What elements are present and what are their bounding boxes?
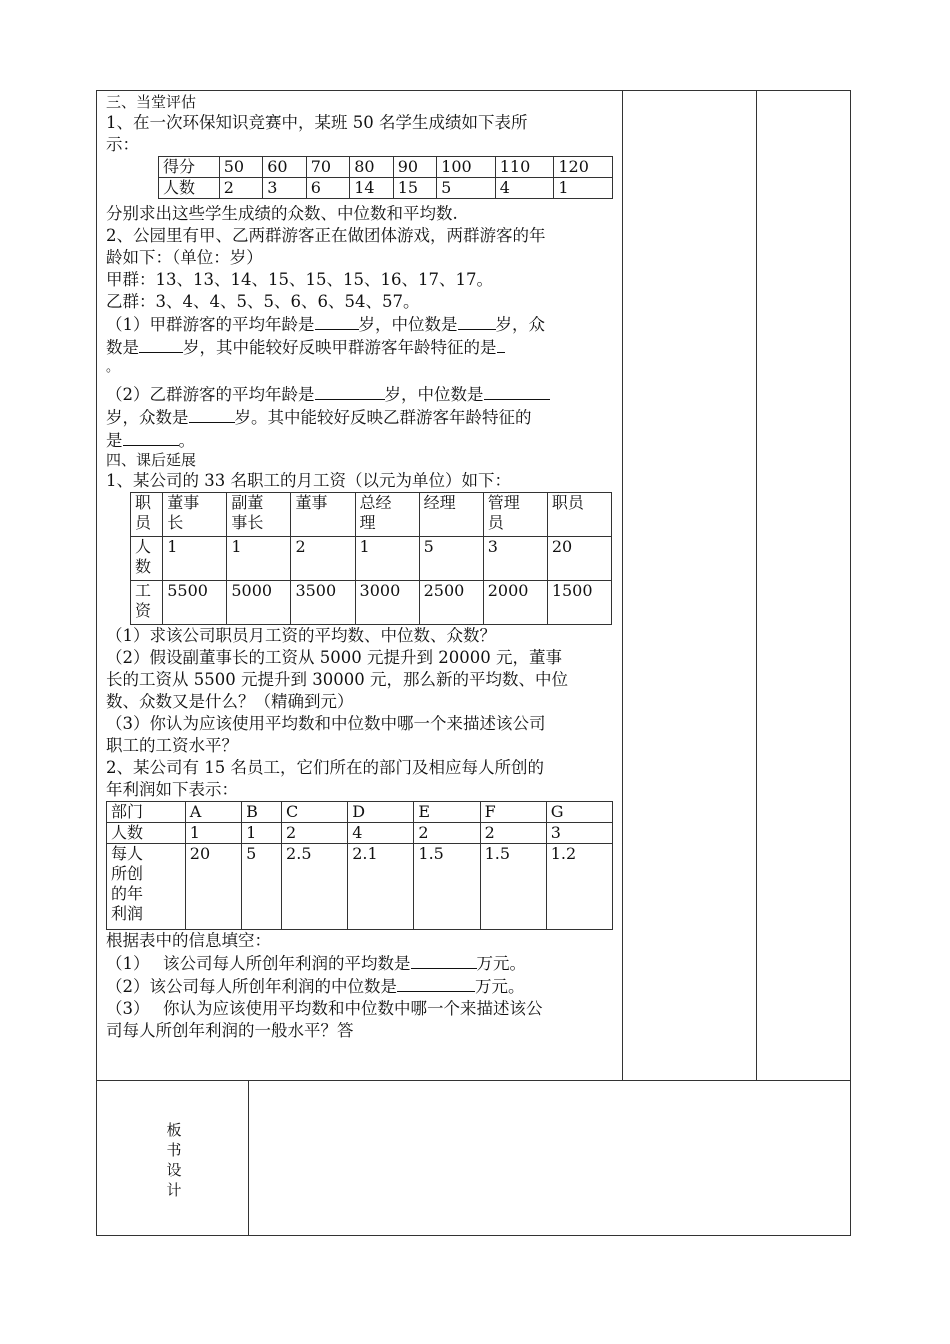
ext-q1-part2-line1: （2）假设副董事长的工资从 5000 元提升到 20000 元，董事 (106, 648, 562, 667)
count-cell: 4 (348, 823, 414, 844)
cell-text: 管理 (487, 493, 520, 512)
salary-row2-label (131, 581, 163, 625)
table-row (107, 844, 613, 930)
count-cell: 2 (414, 823, 480, 844)
cell-text: 员 (135, 513, 152, 532)
cell-text: 事长 (231, 513, 264, 532)
score-header: 90 (393, 157, 436, 178)
ext-q1-part3-line2: 职工的工资水平？ (106, 736, 238, 755)
cell-text: 长 (167, 513, 184, 532)
board-char: 书 (166, 1141, 182, 1159)
count-cell: 1 (242, 823, 282, 844)
profit-row2-label (107, 844, 186, 930)
cell-text: 董事 (167, 493, 200, 512)
q2-part1-line2 (106, 336, 616, 359)
cell-text: 利润 (111, 904, 144, 923)
count-cell: 1 (355, 537, 419, 581)
fill-line1 (106, 952, 616, 975)
q2-part1-blank-mean[interactable] (315, 313, 359, 330)
profit-cell: 5 (242, 844, 282, 930)
table-row (107, 823, 613, 844)
board-char: 计 (166, 1181, 182, 1199)
position-header (483, 493, 547, 537)
salary-row1-label (131, 537, 163, 581)
position-header (355, 493, 419, 537)
cell-text: 数 (135, 557, 152, 576)
score-count: 5 (437, 178, 496, 199)
count-cell: 1 (227, 537, 291, 581)
fill-2-text-a: （2）该公司每人所创年利润的中位数是 (106, 977, 397, 996)
department-header: B (242, 802, 282, 823)
score-header: 50 (219, 157, 262, 178)
ext-q2-line2: 年利润如下表示： (106, 780, 238, 799)
cell-text: 资 (135, 601, 152, 620)
table-row (131, 537, 612, 581)
count-cell: 20 (547, 537, 611, 581)
q2-part1-text-d: 数是 (106, 338, 139, 357)
q1-intro-line2: 示： (106, 135, 139, 154)
score-count: 14 (350, 178, 393, 199)
q2-part2-text-b: 岁，中位数是 (384, 385, 484, 404)
department-header: D (348, 802, 414, 823)
board-char: 设 (166, 1161, 182, 1179)
profit-header-label: 部门 (107, 802, 186, 823)
section3-heading: 三、当堂评估 (106, 93, 197, 111)
department-header: F (480, 802, 546, 823)
group-a: 甲群：13、13、14、15、15、15、16、17、17。 (106, 270, 493, 289)
count-cell: 2 (480, 823, 546, 844)
salary-cell: 5000 (227, 581, 291, 625)
fill-line2 (106, 975, 616, 998)
q2-part2-line2 (106, 406, 616, 429)
q2-part1-end: 。 (106, 360, 120, 375)
cell-text: 所创 (111, 864, 144, 883)
salary-cell: 5500 (163, 581, 227, 625)
profit-cell: 2.5 (282, 844, 348, 930)
cell-text: 员 (487, 513, 504, 532)
count-cell: 1 (163, 537, 227, 581)
q2-part1-text-c: 岁，众 (495, 315, 545, 334)
cell-text: 职 (135, 493, 152, 512)
profit-table (106, 801, 613, 930)
cell-text: 理 (359, 513, 376, 532)
q2-part2-line1 (106, 383, 616, 406)
score-count: 2 (219, 178, 262, 199)
salary-table (130, 492, 612, 625)
q2-part2-text-d: 岁。其中能较好反映乙群游客年龄特征的 (234, 408, 532, 427)
department-header: C (282, 802, 348, 823)
cell-text: 总经 (359, 493, 392, 512)
table-row (159, 178, 613, 199)
fill-1-text-b: 万元。 (476, 954, 526, 973)
ext-q1-part1: （1）求该公司职员月工资的平均数、中位数、众数？ (106, 626, 496, 645)
q2-line2: 龄如下：（单位：岁） (106, 248, 263, 267)
fill-1-text-a: （1） 该公司每人所创年利润的平均数是 (106, 954, 411, 973)
position-header (163, 493, 227, 537)
count-cell: 5 (419, 537, 483, 581)
department-header: A (185, 802, 241, 823)
table-row (159, 157, 613, 178)
position-header (419, 493, 483, 537)
table-row (131, 581, 612, 625)
position-header (227, 493, 291, 537)
column-divider-1 (622, 90, 623, 1081)
lesson-content (106, 92, 616, 1042)
cell-text: 副董 (231, 493, 264, 512)
count-cell: 1 (185, 823, 241, 844)
q2-part1-text-e: 岁，其中能较好反映甲群游客年龄特征的是 (183, 338, 497, 357)
ext-q2-line1: 2、某公司有 15 名员工，它们所在的部门及相应每人所创的 (106, 758, 544, 777)
salary-cell: 1500 (547, 581, 611, 625)
score-header: 100 (437, 157, 496, 178)
score-count: 3 (263, 178, 306, 199)
q2-part1-text-b: 岁，中位数是 (358, 315, 458, 334)
ext-q1-intro: 1、某公司的 33 名职工的月工资（以元为单位）如下： (106, 471, 511, 490)
section4-heading: 四、课后延展 (106, 451, 197, 469)
fill-intro: 根据表中的信息填空： (106, 931, 271, 950)
cell-text: 每人 (111, 844, 144, 863)
profit-cell: 20 (185, 844, 241, 930)
salary-cell: 3000 (355, 581, 419, 625)
count-cell: 3 (546, 823, 612, 844)
q1-task: 分别求出这些学生成绩的众数、中位数和平均数. (106, 204, 458, 223)
cell-text: 工 (135, 581, 152, 600)
ext-q1-part2-line3: 数、众数又是什么？（精确到元） (106, 692, 354, 711)
profit-row1-label: 人数 (107, 823, 186, 844)
position-header (547, 493, 611, 537)
score-count: 6 (306, 178, 349, 199)
q2-part2-blank-answer[interactable] (123, 429, 179, 446)
q2-part2-blank-mode[interactable] (189, 406, 235, 423)
cell-text: 的年 (111, 884, 144, 903)
q2-part2-text-e: 是 (106, 431, 123, 450)
profit-cell: 1.5 (414, 844, 480, 930)
score-row-label: 人数 (159, 178, 220, 199)
q2-part2-line3 (106, 429, 616, 450)
count-cell: 3 (483, 537, 547, 581)
q2-part2-text-f: 。 (178, 431, 195, 450)
q2-part2-text-c: 岁，众数是 (106, 408, 189, 427)
board-char: 板 (166, 1121, 182, 1139)
q2-part1-line1 (106, 313, 616, 336)
score-header: 70 (306, 157, 349, 178)
q2-part1-blank-mode[interactable] (139, 336, 183, 353)
ext-q1-part3-line1: （3）你认为应该使用平均数和中位数中哪一个来描述该公司 (106, 714, 546, 733)
score-header: 120 (554, 157, 613, 178)
q2-line1: 2、公园里有甲、乙两群游客正在做团体游戏，两群游客的年 (106, 226, 546, 245)
score-count: 15 (393, 178, 436, 199)
salary-col0-header (131, 493, 163, 537)
cell-text: 经理 (423, 493, 456, 512)
score-count: 1 (554, 178, 613, 199)
salary-cell: 3500 (291, 581, 355, 625)
salary-cell: 2500 (419, 581, 483, 625)
department-header: E (414, 802, 480, 823)
q2-part2-text-a: （2）乙群游客的平均年龄是 (106, 385, 315, 404)
board-design-area[interactable] (249, 1081, 850, 1235)
fill-2-blank-median[interactable] (397, 975, 475, 992)
q2-part2-blank-median[interactable] (484, 383, 550, 400)
cell-text: 董事 (295, 493, 328, 512)
profit-cell: 1.5 (480, 844, 546, 930)
fill-2-text-b: 万元。 (475, 977, 525, 996)
score-header: 110 (495, 157, 554, 178)
position-header (291, 493, 355, 537)
profit-cell: 1.2 (546, 844, 612, 930)
column-divider-2 (756, 90, 757, 1081)
q2-part1-text-a: （1）甲群游客的平均年龄是 (106, 315, 315, 334)
score-header: 80 (350, 157, 393, 178)
score-header: 60 (263, 157, 306, 178)
count-cell: 2 (282, 823, 348, 844)
group-b: 乙群：3、4、4、5、5、6、6、54、57。 (106, 292, 420, 311)
fill-line3: （3） 你认为应该使用平均数和中位数中哪一个来描述该公 (106, 999, 543, 1018)
fill-line4: 司每人所创年利润的一般水平？答 (106, 1021, 354, 1040)
cell-text: 职员 (551, 493, 584, 512)
count-cell: 2 (291, 537, 355, 581)
ext-q1-part2-line2: 长的工资从 5500 元提升到 30000 元，那么新的平均数、中位 (106, 670, 568, 689)
table-row (131, 493, 612, 537)
score-count: 4 (495, 178, 554, 199)
q1-intro-line1: 1、在一次环保知识竞赛中，某班 50 名学生成绩如下表所 (106, 113, 528, 132)
q2-part1-blank-median[interactable] (458, 313, 496, 330)
cell-text: 人 (135, 537, 152, 556)
table-row (107, 802, 613, 823)
q2-part1-blank-answer[interactable] (497, 336, 505, 353)
department-header: G (546, 802, 612, 823)
score-table (158, 156, 613, 199)
salary-cell: 2000 (483, 581, 547, 625)
score-header-label: 得分 (159, 157, 220, 178)
fill-1-blank-mean[interactable] (411, 952, 477, 969)
profit-cell: 2.1 (348, 844, 414, 930)
q2-part2-blank-mean[interactable] (315, 383, 385, 400)
board-design-label (160, 1120, 188, 1200)
